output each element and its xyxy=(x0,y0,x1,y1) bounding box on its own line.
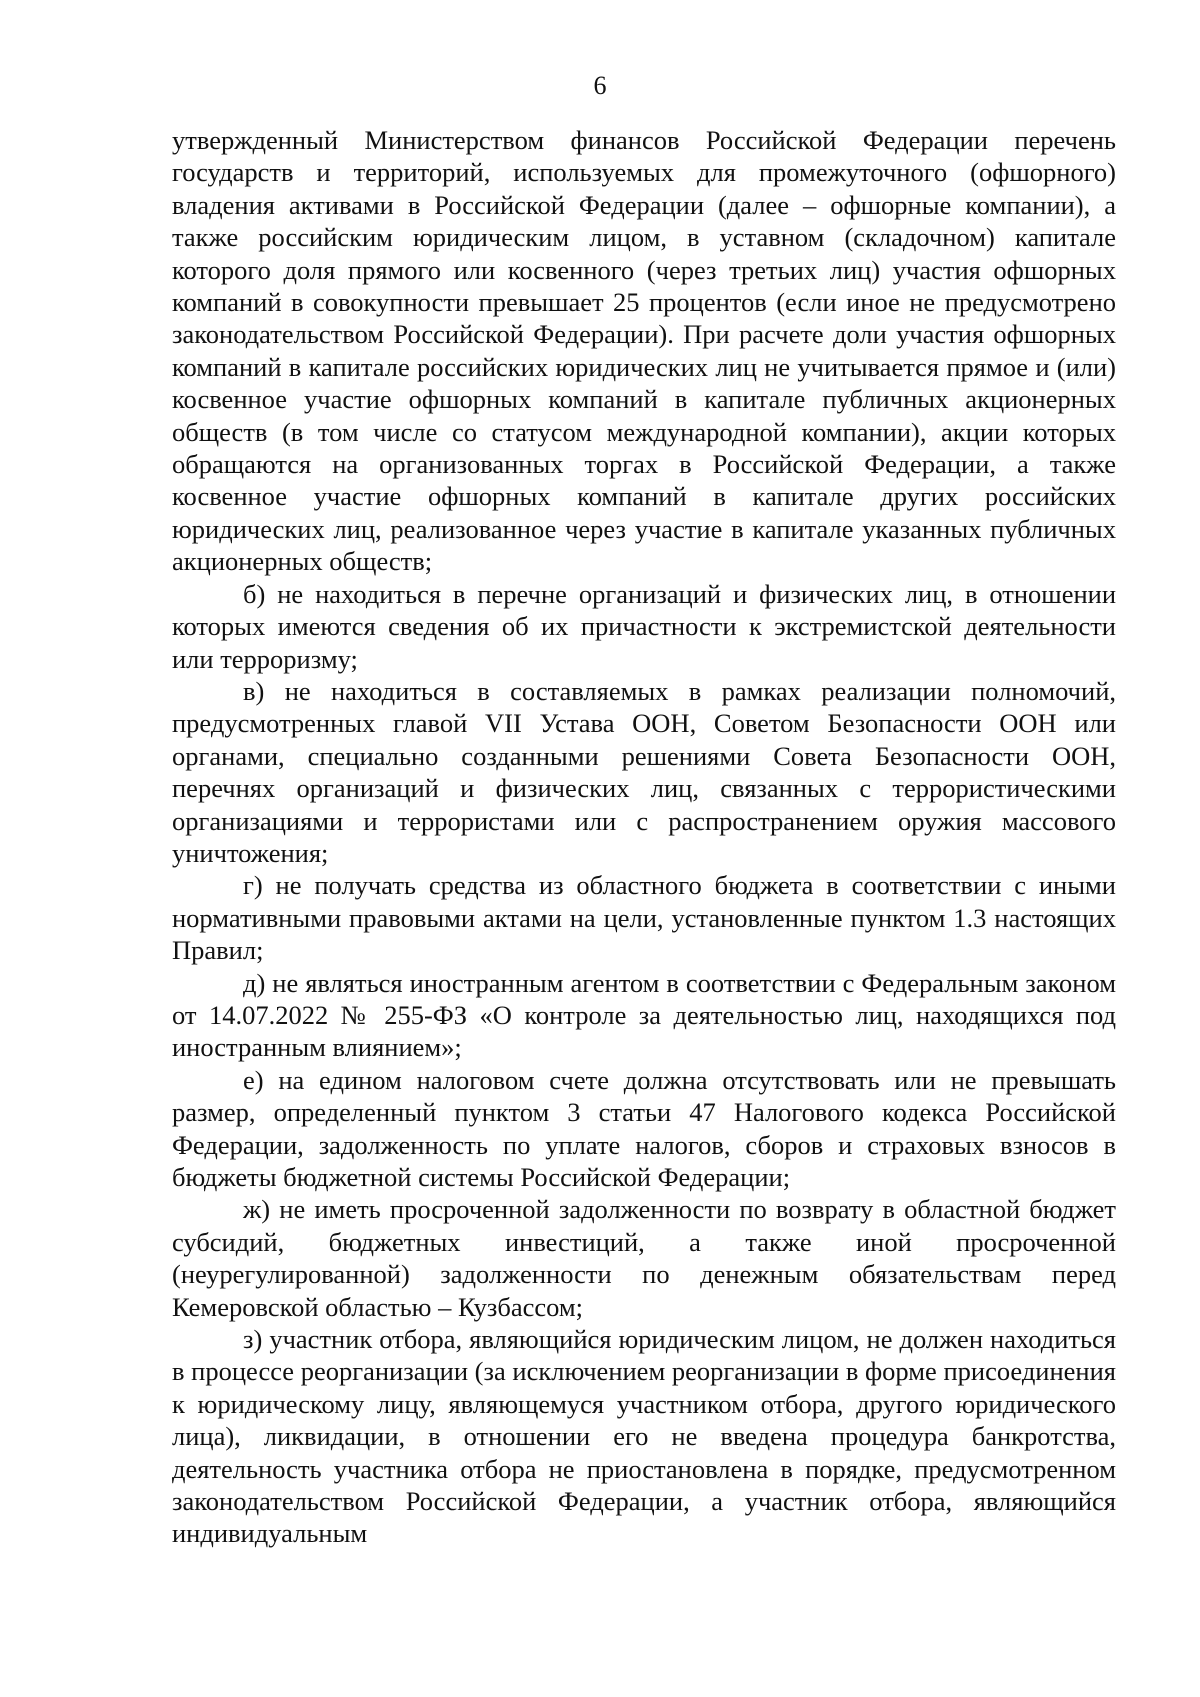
paragraph-item-g: г) не получать средства из областного бюджета в соответствии с иными нормативными правовыми актами на цели, установленные пунктом 1.3 настоящих Правил; xyxy=(172,870,1116,966)
paragraph-item-z: з) участник отбора, являющийся юридическим лицом, не должен находиться в процессе реорганизации (за исключением реорганизации в форме присоединения к юридическому лицу, являющемуся участником отбора, другого юридического лица), ликвидации, в отношении его не введена процедура банкротства, деятельность участника отбора не приостановлена в порядке, предусмотренном законодательством Российской Федерации, а участник отбора, являющийся индивидуальным xyxy=(172,1324,1116,1549)
paragraph-item-zh: ж) не иметь просроченной задолженности по возврату в областной бюджет субсидий, бюджетных инвестиций, а также иной просроченной (неурегулированной) задолженности по денежным обязательствам перед Кемеровской областью – Кузбассом; xyxy=(172,1194,1116,1322)
page-number: 6 xyxy=(593,71,607,100)
paragraph-item-e: е) на едином налоговом счете должна отсутствовать или не превышать размер, определенный пунктом 3 статьи 47 Налогового кодекса Российской Федерации, задолженность по уплате налогов, сборов и страховых взносов в бюджеты бюджетной системы Российской Федерации; xyxy=(172,1064,1116,1192)
paragraph-offshore-continuation: утвержденный Министерством финансов Российской Федерации перечень государств и территорий, используемых для промежуточного (офшорного) владения активами в Российской Федерации (далее – офшорные компании), а также российским юридическим лицом, в уставном (складочном) капитале которого доля прямого или косвенного (через третьих лиц) участия офшорных компаний в совокупности превышает 25 процентов (если иное не предусмотрено законодательством Российской Федерации). При расчете доли участия офшорных компаний в капитале российских юридических лиц не учитывается прямое и (или) косвенное участие офшорных компаний в капитале публичных акционерных обществ (в том числе со статусом международной компании), акции которых обращаются на организованных торгах в Российской Федерации, а также косвенное участие офшорных компаний в капитале других российских юридических лиц, реализованное через участие в капитале указанных публичных акционерных обществ; xyxy=(172,125,1116,577)
paragraph-item-b: б) не находиться в перечне организаций и физических лиц, в отношении которых имеются сведения об их причастности к экстремистской деятельности или терроризму; xyxy=(172,578,1116,674)
document-body xyxy=(172,124,1116,1550)
paragraph-item-d: д) не являться иностранным агентом в соответствии с Федеральным законом от 14.07.2022 № 255-ФЗ «О контроле за деятельностью лиц, находящихся под иностранным влиянием»; xyxy=(172,967,1116,1063)
paragraph-item-v: в) не находиться в составляемых в рамках реализации полномочий, предусмотренных главой VII Устава ООН, Советом Безопасности ООН или органами, специально созданными решениями Совета Безопасности ООН, перечнях организаций и физических лиц, связанных с террористическими организациями и террористами или с распространением оружия массового уничтожения; xyxy=(172,675,1116,868)
